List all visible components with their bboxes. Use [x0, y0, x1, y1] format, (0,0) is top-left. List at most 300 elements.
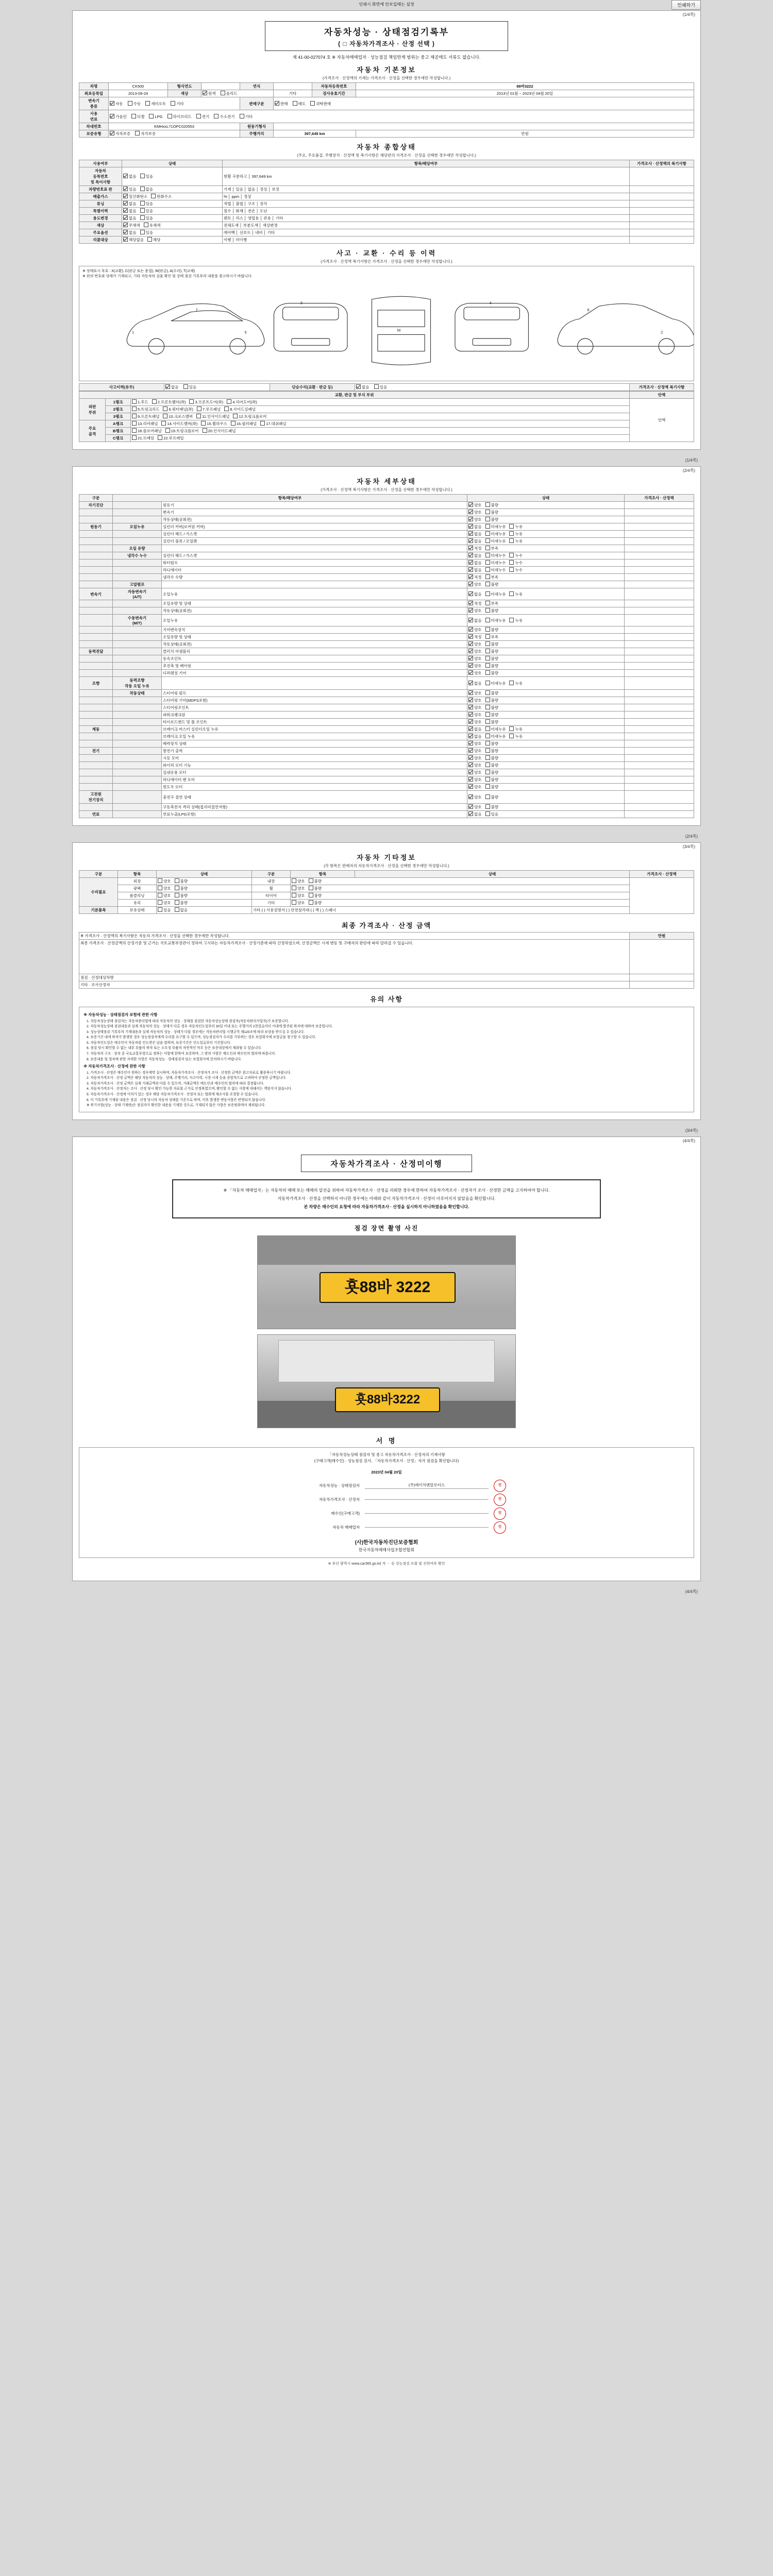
detail-group-30 — [79, 733, 113, 740]
detail-opt-4-1[interactable]: 미세누유 — [485, 531, 506, 537]
etc-ao-opt-4-1[interactable]: 없음 — [175, 907, 188, 913]
part-item-0-2-3[interactable]: 12.트렁크플로어 — [233, 414, 266, 419]
etc-bo-opt-3-0[interactable]: 양호 — [292, 900, 305, 906]
overall-state-5-1[interactable]: 있음 — [140, 215, 154, 221]
detail-sub-14 — [113, 607, 162, 615]
page-number-1: (1/4쪽) — [682, 12, 695, 17]
label-accident-amount: 가격조사 · 산정액 복기사항 — [630, 384, 694, 391]
detail-sub-10 — [113, 574, 162, 581]
part-item-1-0-2[interactable]: 15.휠하우스 — [201, 421, 227, 427]
warranty-opt-1[interactable]: 자가보증 — [135, 131, 156, 137]
part-item-1-1-0[interactable]: 18.플로어패널 — [132, 428, 162, 434]
detail-item-31: 배력장치 상태 — [162, 740, 467, 748]
detail-opt-23-2[interactable]: 누유 — [509, 681, 523, 686]
trans-opt-1[interactable]: 수동 — [128, 101, 141, 107]
detail-sub-8 — [113, 560, 162, 567]
etc-bo-0 — [291, 878, 630, 885]
detail-group-12: 변속기 — [79, 588, 113, 600]
detail-opt-3-0[interactable]: 없음 — [468, 524, 482, 530]
part-item-0-2-2[interactable]: 11.인사이드패널 — [196, 414, 229, 419]
detail-opt-12-2[interactable]: 누유 — [509, 591, 523, 597]
detail-opt-4-0[interactable]: 없음 — [468, 531, 482, 537]
detail-opt-37-0[interactable]: 양호 — [468, 784, 482, 790]
parts-table — [79, 391, 694, 442]
etc-ao-opt-3-1[interactable]: 불량 — [175, 900, 188, 906]
detail-state-25 — [467, 697, 625, 704]
etc-ao-opt-1-1[interactable]: 불량 — [175, 886, 188, 891]
detail-state-33 — [467, 755, 625, 762]
detail-opt-31-0[interactable]: 양호 — [468, 741, 482, 747]
simple-opt-0[interactable]: 없음 — [356, 384, 369, 390]
part-item-1-0-1[interactable]: 14.사이드멤버(좌) — [161, 421, 197, 427]
detail-state-12 — [467, 588, 625, 600]
detail-row — [79, 574, 694, 581]
overall-row-label-7: 주요옵션 — [79, 229, 122, 236]
parts-rows — [79, 399, 694, 442]
part-item-1-2-0[interactable]: 21.프레임 — [132, 435, 154, 441]
detail-row — [79, 748, 694, 755]
detail-opt-12-1[interactable]: 미세누유 — [485, 591, 506, 597]
detail-opt-15-1[interactable]: 미세누유 — [485, 618, 506, 623]
detail-sub-23: 동력조향 작동 오일 누유 — [113, 677, 162, 690]
overall-state-4-0[interactable]: 없음 — [123, 208, 137, 214]
detail-group-35 — [79, 769, 113, 776]
org-name: (사)한국자동차진단보증협회 — [355, 1539, 418, 1546]
overall-state-2-0[interactable]: 일산화탄소 — [123, 194, 147, 199]
detail-state-27 — [467, 711, 625, 719]
sign-line-0: 「자동차성능상태 점검자 및 중고 자동차가격조사 · 산정자의 기재사항 — [328, 1452, 445, 1457]
detail-item-30: 브레이크 오일 누유 — [162, 733, 467, 740]
detail-opt-2-1[interactable]: 불량 — [485, 517, 499, 522]
detail-opt-30-2[interactable]: 누유 — [509, 734, 523, 739]
detail-item-12: 오일누유 — [162, 588, 467, 600]
notice-item: 2. 자동차가격조사 · 산정 금액은 해당 자동차의 성능 · 상태, 주행거리, 사고이력, 시장 시세 등을 종합적으로 고려하여 산정한 금액입니다. — [87, 1076, 287, 1080]
sign-rows — [83, 1480, 690, 1534]
fuel-opt-2[interactable]: LPG — [149, 114, 162, 119]
etc-ao-opt-0-1[interactable]: 불량 — [175, 878, 188, 884]
etc-bo-opt-0-0[interactable]: 양호 — [292, 878, 305, 884]
detail-amount-24 — [625, 690, 694, 697]
parts-items-0-2 — [131, 413, 630, 420]
part-item-1-1-1[interactable]: 19.트렁크플로어 — [165, 428, 199, 434]
detail-opt-22-0[interactable]: 양호 — [468, 670, 482, 676]
detail-opt-6-0[interactable]: 적정 — [468, 546, 482, 551]
parts-group-1: 주요 골격 — [79, 420, 106, 442]
accident-opt-1[interactable]: 있음 — [183, 384, 197, 390]
etc-b-4: 기타 ( ) 사용설명서 ( ) 안전삼각대 ( ) 잭 ( ) 스패너 — [252, 907, 630, 914]
detail-sub-28 — [113, 719, 162, 726]
detail-opt-39-1[interactable]: 불량 — [485, 804, 499, 810]
fuel-opt-0[interactable]: 가솔린 — [110, 114, 127, 120]
detail-opt-13-1[interactable]: 부족 — [485, 601, 499, 606]
detail-opt-33-0[interactable]: 양호 — [468, 755, 482, 761]
part-item-0-0-0[interactable]: 1.후드 — [132, 399, 148, 405]
detail-sub-25 — [113, 697, 162, 704]
parts-amount-label: 안액 — [630, 392, 694, 399]
detail-opt-25-1[interactable]: 불량 — [485, 698, 499, 703]
detail-opt-0-1[interactable]: 불량 — [485, 502, 499, 508]
etc-row — [79, 900, 694, 907]
fuel-opt-5[interactable]: 수소전기 — [214, 114, 234, 120]
detail-opt-10-1[interactable]: 부족 — [485, 574, 499, 580]
detail-state-3 — [467, 523, 625, 531]
etc-rows — [79, 878, 694, 914]
etc-bo-opt-2-0[interactable]: 양호 — [292, 893, 305, 899]
overall-state-1-1[interactable]: 없음 — [140, 187, 154, 192]
sale-opt-1[interactable]: 매도 — [293, 101, 306, 107]
detail-opt-17-0[interactable]: 적정 — [468, 634, 482, 640]
detail-row — [79, 784, 694, 791]
detail-opt-28-0[interactable]: 양호 — [468, 719, 482, 725]
trans-opt-3[interactable]: 기타 — [171, 101, 184, 107]
detail-amount-4 — [625, 531, 694, 538]
detail-opt-26-1[interactable]: 불량 — [485, 705, 499, 710]
detail-item-26: 스티어링조인트 — [162, 704, 467, 711]
detail-opt-34-1[interactable]: 불량 — [485, 762, 499, 768]
detail-opt-16-0[interactable]: 양호 — [468, 627, 482, 633]
svg-text:1: 1 — [132, 330, 135, 335]
fuel-opt-3[interactable]: 하이브리드 — [167, 114, 192, 120]
color-opt-0[interactable]: 원색 — [203, 91, 216, 96]
detail-sub-21 — [113, 663, 162, 670]
detail-opt-35-0[interactable]: 양호 — [468, 770, 482, 775]
etc-group-0: 수리필요 — [79, 878, 118, 907]
detail-opt-35-1[interactable]: 불량 — [485, 770, 499, 775]
detail-amount-16 — [625, 626, 694, 634]
detail-opt-24-0[interactable]: 양호 — [468, 690, 482, 696]
label-color: 색상 — [168, 90, 201, 97]
detail-opt-17-1[interactable]: 부족 — [485, 634, 499, 640]
detail-opt-1-1[interactable]: 불량 — [485, 510, 499, 515]
detail-opt-36-0[interactable]: 양호 — [468, 777, 482, 783]
trans-opt-2[interactable]: 세미오토 — [145, 101, 166, 107]
trans-opt-0[interactable]: 자동 — [110, 101, 123, 107]
etc-ao-2 — [157, 892, 252, 900]
detail-row — [79, 634, 694, 641]
detail-rows — [79, 502, 694, 818]
detail-amount-10 — [625, 574, 694, 581]
value-warranty — [109, 130, 240, 138]
detail-sub-27 — [113, 711, 162, 719]
detail-state-18 — [467, 641, 625, 648]
page-foot-4: (4/4쪽) — [685, 1589, 698, 1595]
sheet-page-4 — [72, 1137, 701, 1582]
detail-opt-5-1[interactable]: 미세누유 — [485, 538, 506, 544]
detail-opt-14-1[interactable]: 불량 — [485, 608, 499, 614]
overall-state-0-0[interactable]: 없음 — [123, 174, 137, 179]
part-item-0-1-1[interactable]: 6.쿼터패널(좌) — [163, 406, 193, 412]
overall-state-7-0[interactable]: 없음 — [123, 230, 137, 235]
detail-opt-8-0[interactable]: 없음 — [468, 560, 482, 566]
detail-opt-8-1[interactable]: 미세누수 — [485, 560, 506, 566]
sign-row — [83, 1521, 690, 1534]
detail-opt-21-0[interactable]: 양호 — [468, 663, 482, 669]
detail-row — [79, 523, 694, 531]
print-notice: 인쇄시 화면에 안보일때는 설정 — [359, 2, 414, 7]
sign-row-label-2: 매수인(구매고객) — [331, 1511, 360, 1516]
detail-opt-15-2[interactable]: 누유 — [509, 618, 523, 623]
color-opt-1[interactable]: 솔리드 — [221, 91, 238, 96]
detail-opt-34-0[interactable]: 양호 — [468, 762, 482, 768]
part-item-1-0-0[interactable]: 13.리어패널 — [132, 421, 158, 427]
detail-opt-6-1[interactable]: 부족 — [485, 546, 499, 551]
part-item-0-1-2[interactable]: 7.루프패널 — [197, 406, 221, 412]
print-button[interactable]: 인쇄하기 — [671, 0, 701, 10]
overall-rows — [79, 167, 694, 244]
overall-head-0: 사용여부 — [79, 160, 122, 167]
detail-amount-17 — [625, 634, 694, 641]
detail-opt-22-1[interactable]: 불량 — [485, 670, 499, 676]
part-item-0-2-0[interactable]: 9.프론트패널 — [132, 414, 159, 419]
parts-items-1-2 — [131, 435, 630, 442]
part-item-0-1-0[interactable]: 5.트렁크리드 — [132, 406, 159, 412]
detail-opt-27-0[interactable]: 양호 — [468, 712, 482, 718]
detail-opt-9-2[interactable]: 누수 — [509, 567, 523, 573]
detail-opt-25-0[interactable]: 양호 — [468, 698, 482, 703]
detail-opt-21-1[interactable]: 불량 — [485, 663, 499, 669]
detail-opt-36-1[interactable]: 불량 — [485, 777, 499, 783]
label-reg-no: 자동차등록번호 — [312, 83, 356, 90]
document-number-line: 제 41-00-027074 호 ※ 자동차매매업자 · 성능점검 책임한계 범위는 중고 제공매도 서류도 없습니다. — [292, 55, 481, 60]
detail-opt-32-0[interactable]: 양호 — [468, 748, 482, 754]
overall-row — [79, 236, 694, 244]
detail-opt-26-0[interactable]: 양호 — [468, 705, 482, 710]
detail-opt-4-2[interactable]: 누유 — [509, 531, 523, 537]
detail-opt-3-1[interactable]: 미세누유 — [485, 524, 506, 530]
part-item-1-2-1[interactable]: 22.루프레일 — [158, 435, 183, 441]
detail-opt-5-0[interactable]: 없음 — [468, 538, 482, 544]
detail-amount-32 — [625, 748, 694, 755]
part-item-0-1-3[interactable]: 8.사이드실패널 — [224, 406, 256, 412]
overall-state-6-1[interactable]: 유채색 — [144, 223, 161, 228]
sheet-page-3 — [72, 842, 701, 1120]
detail-opt-12-0[interactable]: 없음 — [468, 591, 482, 597]
detail-state-31 — [467, 740, 625, 748]
diagram-note-1: ※ 상태표시 부호 : X(교환), C(판금 또는 용접), W(판금), A(수리), T(교체) — [82, 269, 195, 273]
detail-amount-30 — [625, 733, 694, 740]
detail-amount-1 — [625, 509, 694, 516]
detail-opt-2-0[interactable]: 양호 — [468, 517, 482, 522]
detail-opt-38-1[interactable]: 불량 — [485, 794, 499, 800]
detail-opt-9-0[interactable]: 없음 — [468, 567, 482, 573]
detail-amount-40 — [625, 811, 694, 818]
detail-amount-19 — [625, 648, 694, 655]
price-body: 최종 가격조사 · 산정금액의 산정기준 및 근거는 국토교통부장관이 정하여 고시하는 자동차가격조사 · 산정기준에 따라 산정하였으며, 산정금액은 시세 변동 및 구매자의 판단에 따라 달라질 수 있습니다. — [79, 940, 630, 974]
detail-sub-9 — [113, 567, 162, 574]
overall-state-6-0[interactable]: 무채색 — [123, 223, 140, 228]
detail-opt-11-0[interactable]: 양호 — [468, 582, 482, 587]
detail-opt-29-0[interactable]: 없음 — [468, 726, 482, 732]
label-model-year: 형식연도 — [168, 83, 201, 90]
detail-group-22 — [79, 670, 113, 677]
accident-opt-0[interactable]: 없음 — [165, 384, 179, 390]
detail-opt-5-2[interactable]: 누유 — [509, 538, 523, 544]
detail-group-40: 연료 — [79, 811, 113, 818]
detail-opt-40-1[interactable]: 있음 — [485, 811, 499, 817]
etc-bo-opt-1-1[interactable]: 불량 — [309, 886, 322, 891]
signature-title: 서 명 — [376, 1436, 397, 1445]
detail-opt-20-0[interactable]: 양호 — [468, 656, 482, 662]
detail-group-33 — [79, 755, 113, 762]
detail-row — [79, 663, 694, 670]
detail-opt-23-0[interactable]: 없음 — [468, 681, 482, 686]
detail-opt-37-1[interactable]: 불량 — [485, 784, 499, 790]
signature-box — [79, 1447, 694, 1558]
section-detail-subtitle: (가격조사 · 산정액 복기사항은 가격조사 · 산정을 선택한 경우에만 작성합니다.) — [321, 487, 452, 492]
simple-opt-1[interactable]: 있음 — [374, 384, 388, 390]
detail-row — [79, 719, 694, 726]
sign-row — [83, 1480, 690, 1492]
fuel-opt-6[interactable]: 기타 — [240, 114, 253, 120]
detail-state-4 — [467, 531, 625, 538]
etc-b-2: 타이어 — [252, 892, 291, 900]
part-item-0-2-1[interactable]: 10.크로스멤버 — [163, 414, 193, 419]
detail-opt-9-1[interactable]: 미세누수 — [485, 567, 506, 573]
notice-item: ※ 복기사항(성능 · 상태 기재란)은 점검자가 확인한 내용을 기재한 것으로, 기재되지 않은 사항은 보증범위에서 제외됩니다. — [87, 1104, 266, 1108]
detail-opt-19-1[interactable]: 불량 — [485, 649, 499, 654]
etc-ao-opt-1-0[interactable]: 양호 — [158, 886, 171, 891]
detail-opt-19-0[interactable]: 양호 — [468, 649, 482, 654]
detail-opt-39-0[interactable]: 양호 — [468, 804, 482, 810]
overall-row-label-8: 리콜대상 — [79, 236, 122, 244]
warranty-opt-0[interactable]: 자차보증 — [110, 131, 130, 137]
detail-sub-35 — [113, 769, 162, 776]
overall-row-detail-8: 이행 │ 미이행 — [223, 236, 630, 244]
fuel-opt-4[interactable]: 전기 — [196, 114, 210, 120]
notice-item: 5. 자동차인도일은 매수인이 자동차를 인도받은 날을 말하며, 보증기간은 인도일로부터 기산합니다. — [87, 1041, 231, 1045]
sale-opt-0[interactable]: 판매 — [275, 101, 288, 107]
part-item-0-0-2[interactable]: 3.프론트도어(좌) — [189, 399, 223, 405]
etc-head-0: 구분 — [79, 871, 118, 878]
etc-head-6: 가격조사 · 산정액 — [630, 871, 694, 878]
detail-opt-10-0[interactable]: 적정 — [468, 574, 482, 580]
sign-date: 2023년 04월 20일 — [371, 1469, 402, 1475]
overall-state-8-1[interactable]: 해당 — [147, 237, 161, 243]
fuel-opt-1[interactable]: 디젤 — [131, 114, 145, 120]
detail-opt-18-1[interactable]: 불량 — [485, 641, 499, 647]
overall-state-4-1[interactable]: 있음 — [140, 208, 154, 214]
overall-state-5-0[interactable]: 없음 — [123, 215, 137, 221]
detail-opt-7-1[interactable]: 미세누수 — [485, 553, 506, 558]
detail-amount-12 — [625, 588, 694, 600]
detail-item-9: 라디에이터 — [162, 567, 467, 574]
etc-bo-opt-2-1[interactable]: 불량 — [309, 893, 322, 899]
detail-item-22: 디퍼렌셜 기어 — [162, 670, 467, 677]
detail-opt-7-0[interactable]: 없음 — [468, 553, 482, 558]
etc-bo-opt-3-1[interactable]: 불량 — [309, 900, 322, 906]
sign-row-value-3 — [365, 1527, 489, 1528]
detail-opt-23-1[interactable]: 미세누유 — [485, 681, 506, 686]
detail-opt-15-0[interactable]: 없음 — [468, 618, 482, 623]
detail-state-38 — [467, 791, 625, 804]
detail-group-5 — [79, 538, 113, 545]
detail-opt-24-1[interactable]: 불량 — [485, 690, 499, 696]
etc-bo-opt-1-0[interactable]: 양호 — [292, 886, 305, 891]
warning-line-1: 자동차가격조사 · 산정을 선택하지 아니한 경우에는 아래와 같이 자동차가격조사 · 산정이 이루어지지 않았음을 확인합니다. — [277, 1196, 496, 1201]
detail-row — [79, 726, 694, 733]
detail-opt-30-1[interactable]: 미세누유 — [485, 734, 506, 739]
sale-opt-2[interactable]: 위탁판매 — [310, 101, 331, 107]
etc-ao-opt-2-1[interactable]: 불량 — [175, 893, 188, 899]
etc-bo-opt-0-1[interactable]: 불량 — [309, 878, 322, 884]
etc-a-1: 광택 — [118, 885, 157, 892]
top-toolbar — [72, 0, 701, 10]
part-item-1-0-3[interactable]: 16.필러패널 — [231, 421, 257, 427]
overall-row-amount-1 — [630, 186, 694, 193]
part-item-1-1-2[interactable]: 20.인사이드패널 — [203, 428, 236, 434]
overall-state-8-0[interactable]: 해당없음 — [123, 237, 144, 243]
detail-state-35 — [467, 769, 625, 776]
detail-opt-16-1[interactable]: 불량 — [485, 627, 499, 633]
sign-line-1: (구매고객(매수인) · 성능점검 검사, 「자동차가격조사 · 산정」자가 점검을 확인합니다) — [314, 1458, 459, 1463]
etc-ao-opt-4-0[interactable]: 있음 — [158, 907, 171, 913]
detail-sub-12: 자동변속기 (A/T) — [113, 588, 162, 600]
detail-opt-1-0[interactable]: 양호 — [468, 510, 482, 515]
part-item-0-0-1[interactable]: 2.프론트휀더(좌) — [152, 399, 186, 405]
detail-group-13 — [79, 600, 113, 607]
overall-row-state-3 — [122, 200, 223, 208]
detail-group-1 — [79, 509, 113, 516]
overall-state-3-0[interactable]: 없음 — [123, 201, 137, 207]
detail-group-0: 자기진단 — [79, 502, 113, 509]
etc-ao-opt-2-0[interactable]: 양호 — [158, 893, 171, 899]
detail-opt-27-1[interactable]: 불량 — [485, 712, 499, 718]
detail-opt-32-1[interactable]: 불량 — [485, 748, 499, 754]
detail-opt-40-0[interactable]: 없음 — [468, 811, 482, 817]
detail-opt-18-0[interactable]: 양호 — [468, 641, 482, 647]
detail-opt-13-0[interactable]: 적정 — [468, 601, 482, 606]
detail-opt-33-1[interactable]: 불량 — [485, 755, 499, 761]
notice-section-items-1 — [83, 1071, 690, 1108]
etc-ao-opt-3-0[interactable]: 양호 — [158, 900, 171, 906]
detail-group-14 — [79, 607, 113, 615]
detail-opt-3-2[interactable]: 누유 — [509, 524, 523, 530]
detail-item-34: 와이퍼 모터 기능 — [162, 762, 467, 769]
overall-state-0-1[interactable]: 있음 — [140, 174, 154, 179]
detail-opt-29-1[interactable]: 미세누유 — [485, 726, 506, 732]
detail-opt-38-0[interactable]: 양호 — [468, 794, 482, 800]
overall-state-2-1[interactable]: 탄화수소 — [151, 194, 172, 199]
detail-opt-0-0[interactable]: 양호 — [468, 502, 482, 508]
detail-opt-11-1[interactable]: 불량 — [485, 582, 499, 587]
etc-ao-opt-0-0[interactable]: 양호 — [158, 878, 171, 884]
detail-item-28: 타이로드엔드 및 볼 조인트 — [162, 719, 467, 726]
overall-row-detail-3: 적법 │ 불법 │ 구조 │ 장치 — [223, 200, 630, 208]
overall-state-1-0[interactable]: 있음 — [123, 187, 137, 192]
detail-sub-38 — [113, 791, 162, 804]
etc-group-1: 기본품목 — [79, 907, 118, 914]
overall-row — [79, 215, 694, 222]
overall-state-3-1[interactable]: 있음 — [140, 201, 154, 207]
parts-items-0-0 — [131, 399, 630, 406]
notice-item: 7. 자동차의 구조 · 장치 중 국토교통부령으로 정하는 사항에 한하여 보증하며, 그 밖의 사항은 매도인과 매수인의 협의에 따릅니다. — [87, 1052, 276, 1056]
document-title-box — [265, 21, 508, 51]
detail-item-19: 클러치 어셈블리 — [162, 648, 467, 655]
part-item-0-0-3[interactable]: 4.리어도어(좌) — [227, 399, 257, 405]
detail-opt-20-1[interactable]: 불량 — [485, 656, 499, 662]
detail-opt-7-2[interactable]: 누수 — [509, 553, 523, 558]
detail-opt-30-0[interactable]: 없음 — [468, 734, 482, 739]
detail-opt-29-2[interactable]: 누유 — [509, 726, 523, 732]
detail-opt-31-1[interactable]: 불량 — [485, 741, 499, 747]
detail-sub-4 — [113, 531, 162, 538]
detail-opt-14-0[interactable]: 양호 — [468, 608, 482, 614]
detail-opt-28-1[interactable]: 불량 — [485, 719, 499, 725]
notice-item: 6. 이 기록부에 기재된 내용은 점검 · 산정 당시의 자동차 상태를 기준으로 하며, 이후 발생한 변동사항은 반영되지 않습니다. — [87, 1098, 266, 1102]
detail-opt-8-2[interactable]: 누수 — [509, 560, 523, 566]
overall-state-7-1[interactable]: 있음 — [140, 230, 154, 235]
part-item-1-0-4[interactable]: 17.대쉬패널 — [260, 421, 286, 427]
